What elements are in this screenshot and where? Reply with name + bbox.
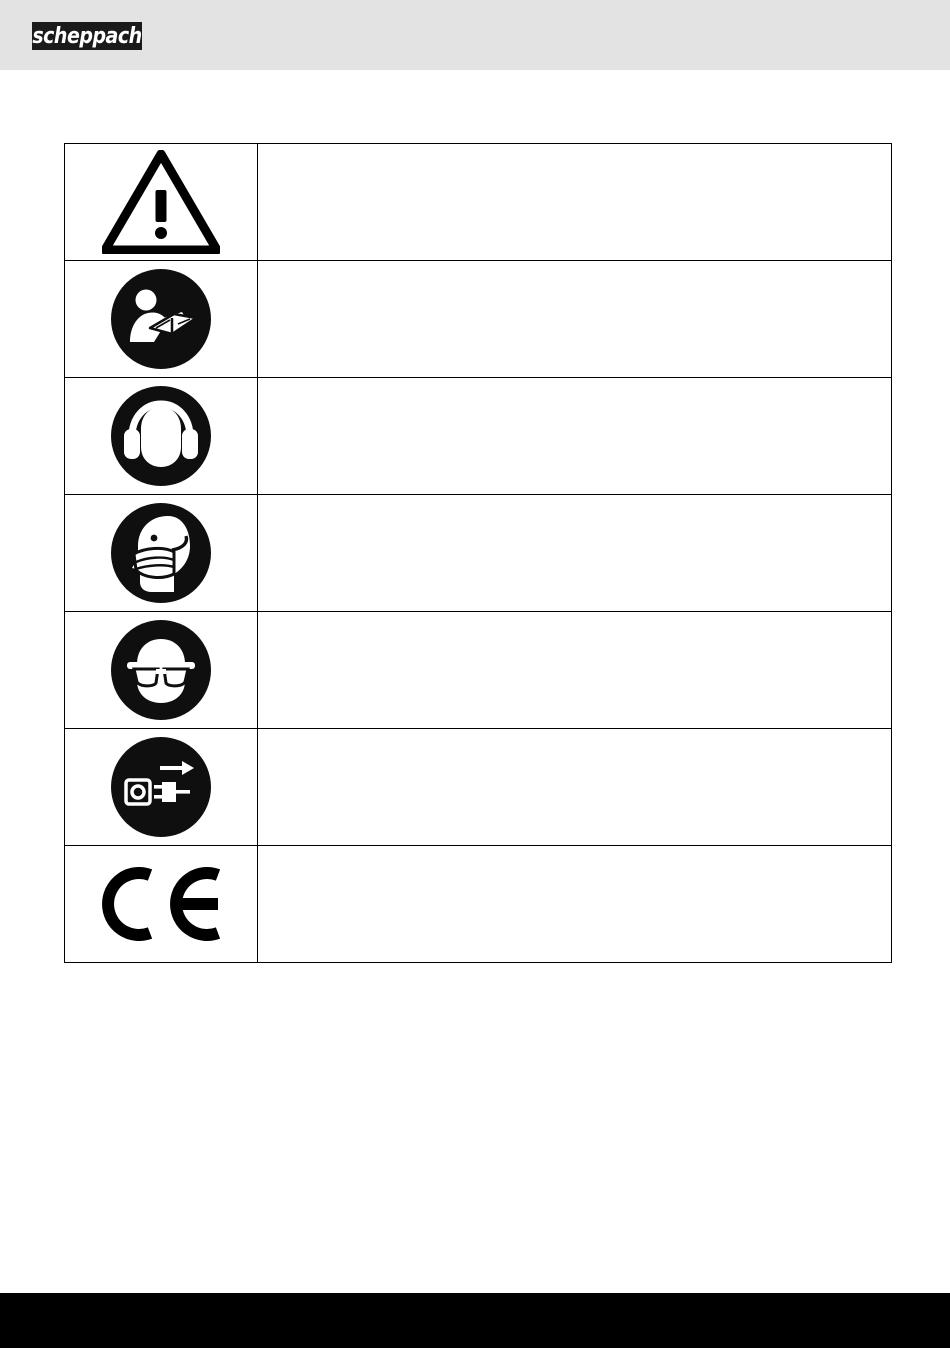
symbol-description	[258, 729, 891, 845]
symbol-description	[258, 261, 891, 377]
symbol-description	[258, 495, 891, 611]
symbol-description	[258, 378, 891, 494]
ce-mark-icon	[98, 865, 224, 943]
symbol-cell	[65, 261, 258, 377]
page-footer	[0, 1293, 950, 1348]
read-manual-icon	[110, 268, 212, 370]
table-row	[65, 729, 891, 846]
symbol-cell	[65, 729, 258, 845]
table-row	[65, 378, 891, 495]
wear-eye-protection-icon	[110, 619, 212, 721]
table-row	[65, 612, 891, 729]
symbol-explanation-table	[64, 143, 892, 963]
table-row	[65, 261, 891, 378]
page-header	[0, 0, 950, 70]
brand-name: scheppach	[32, 23, 142, 49]
wear-dust-mask-icon	[110, 502, 212, 604]
table-row	[65, 495, 891, 612]
symbol-description	[258, 612, 891, 728]
table-row	[65, 846, 891, 963]
symbol-cell	[65, 612, 258, 728]
symbol-cell	[65, 846, 258, 962]
symbol-cell	[65, 144, 258, 260]
warning-triangle-icon	[102, 150, 220, 254]
symbol-description	[258, 144, 891, 260]
disconnect-mains-plug-icon	[110, 736, 212, 838]
symbol-cell	[65, 495, 258, 611]
symbol-description	[258, 846, 891, 962]
symbol-cell	[65, 378, 258, 494]
wear-ear-protection-icon	[110, 385, 212, 487]
table-row	[65, 144, 891, 261]
scheppach-logo	[32, 22, 142, 50]
